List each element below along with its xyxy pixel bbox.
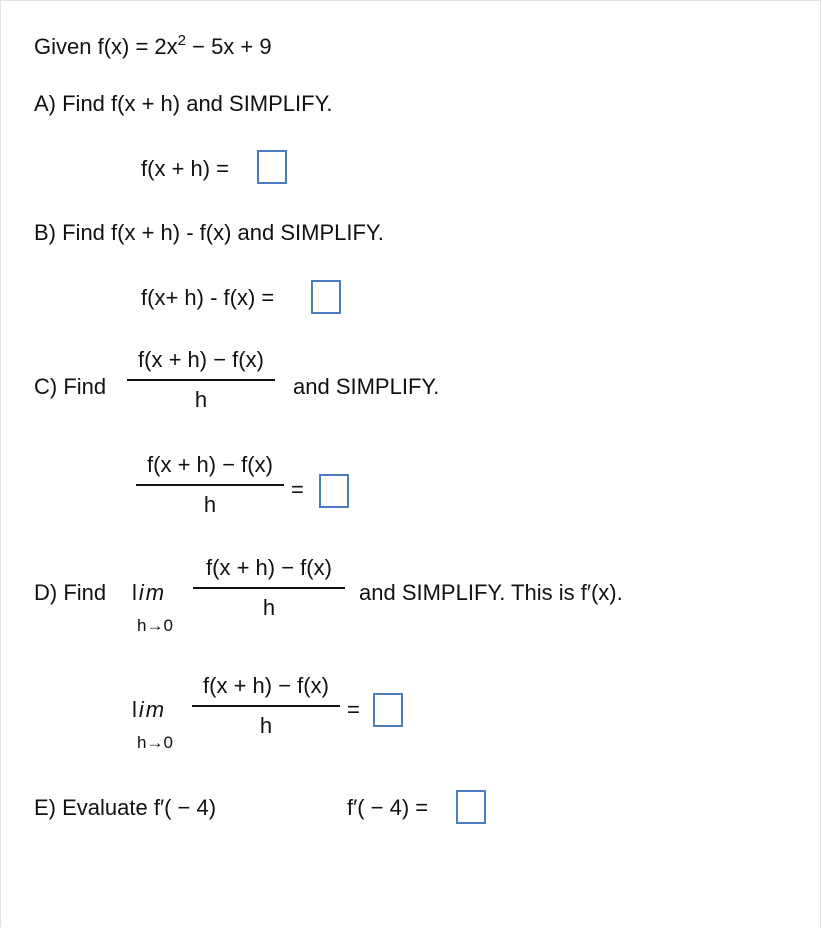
part-d-answer-numerator: f(x + h) − f(x) bbox=[203, 673, 329, 698]
part-c-answer-numerator: f(x + h) − f(x) bbox=[147, 452, 273, 477]
part-d-lim-subscript: h→0 bbox=[137, 616, 173, 635]
given-function: Given $f(x) = 2x^2 - 5x + 9$ bbox=[34, 32, 272, 59]
part-d-fraction-bar bbox=[193, 587, 345, 589]
part-e-answer-label: f′( − 4) = bbox=[347, 795, 429, 820]
part-d-answer-denominator: h bbox=[259, 713, 273, 738]
part-d-answer-fraction bbox=[192, 675, 340, 737]
part-c-numerator: f(x + h) − f(x) bbox=[138, 347, 264, 372]
part-c-equals: = bbox=[291, 477, 304, 502]
part-a-answer-label: f(x + h) = bbox=[141, 156, 230, 181]
part-c-fraction-bar bbox=[127, 379, 275, 381]
part-a-prompt: A) Find f(x + h) and SIMPLIFY. bbox=[34, 91, 333, 116]
part-c-denominator: h bbox=[194, 387, 208, 412]
part-d-find-label: D) Find bbox=[34, 580, 107, 605]
part-c-after-text: and SIMPLIFY. bbox=[293, 374, 440, 399]
part-d-numerator: f(x + h) − f(x) bbox=[206, 555, 332, 580]
part-c-answer-fraction bbox=[136, 454, 284, 516]
part-a-answer-box[interactable] bbox=[257, 150, 287, 184]
part-c-find-label: C) Find bbox=[34, 374, 107, 399]
part-d-denominator: h bbox=[262, 595, 276, 620]
part-b-answer-label: f(x+ h) - f(x) = bbox=[141, 285, 275, 310]
part-e-answer-box[interactable] bbox=[456, 790, 486, 824]
part-b-prompt: B) Find f(x + h) - f(x) and SIMPLIFY. bbox=[34, 220, 384, 245]
part-d-answer-lim: lim bbox=[132, 697, 167, 722]
part-c-fraction bbox=[127, 349, 275, 411]
part-c-answer-box[interactable] bbox=[319, 474, 349, 508]
part-b-answer-box[interactable] bbox=[311, 280, 341, 314]
part-d-lim: lim bbox=[132, 580, 167, 605]
part-c-answer-denominator: h bbox=[203, 492, 217, 517]
part-d-answer-fraction-bar bbox=[192, 705, 340, 707]
part-c-answer-fraction-bar bbox=[136, 484, 284, 486]
part-d-answer-box[interactable] bbox=[373, 693, 403, 727]
part-d-after-text: and SIMPLIFY. This is f′(x). bbox=[359, 580, 623, 605]
part-d-fraction bbox=[193, 557, 345, 619]
part-d-equals: = bbox=[347, 697, 360, 722]
part-e-prompt: E) Evaluate f′( − 4) bbox=[34, 795, 217, 820]
part-d-answer-lim-subscript: h→0 bbox=[137, 733, 173, 752]
